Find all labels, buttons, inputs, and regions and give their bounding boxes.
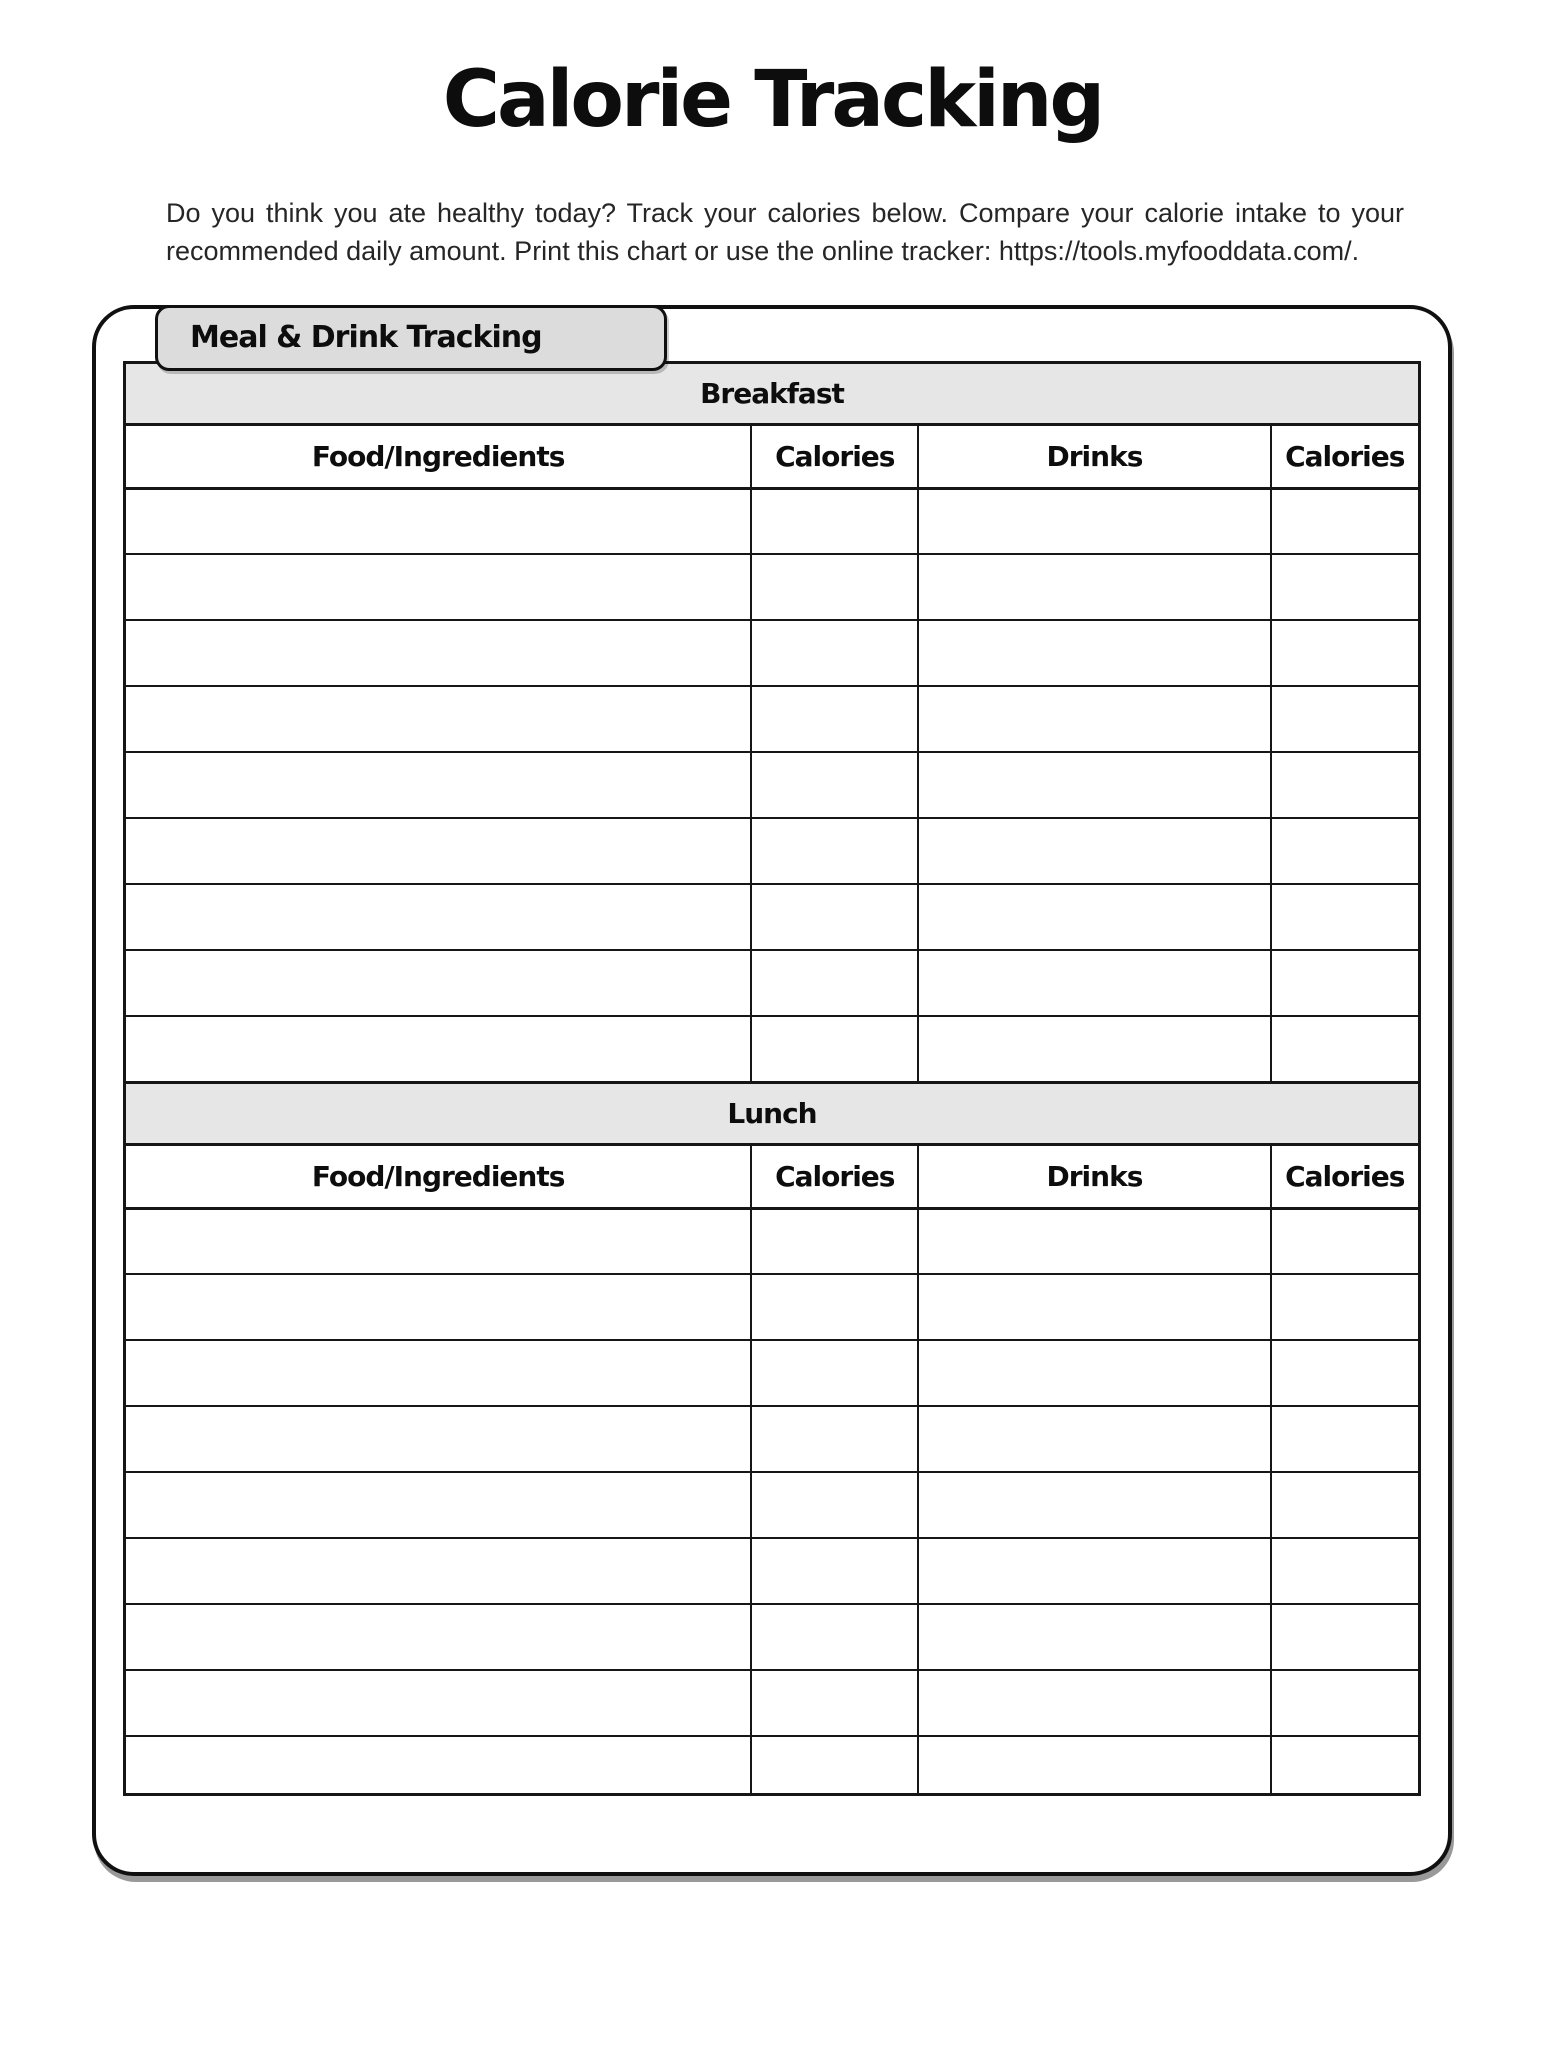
empty-cell[interactable]	[751, 1274, 918, 1340]
column-header-calories: Calories	[1271, 424, 1420, 488]
table-row	[125, 1406, 1420, 1472]
empty-cell[interactable]	[1271, 1472, 1420, 1538]
column-header-drinks: Drinks	[918, 424, 1270, 488]
empty-cell[interactable]	[751, 1538, 918, 1604]
empty-cell[interactable]	[751, 950, 918, 1016]
empty-cell[interactable]	[918, 1340, 1270, 1406]
column-header-calories: Calories	[1271, 1144, 1420, 1208]
empty-cell[interactable]	[751, 818, 918, 884]
column-header-food-ingredients: Food/Ingredients	[125, 424, 752, 488]
empty-cell[interactable]	[751, 1016, 918, 1082]
empty-cell[interactable]	[1271, 1736, 1420, 1794]
empty-cell[interactable]	[125, 686, 752, 752]
empty-cell[interactable]	[918, 1208, 1270, 1274]
empty-cell[interactable]	[918, 488, 1270, 554]
empty-cell[interactable]	[1271, 818, 1420, 884]
tracking-panel	[92, 305, 1452, 1876]
empty-cell[interactable]	[125, 1736, 752, 1794]
empty-cell[interactable]	[125, 1604, 752, 1670]
empty-cell[interactable]	[751, 1472, 918, 1538]
empty-cell[interactable]	[751, 752, 918, 818]
empty-cell[interactable]	[1271, 884, 1420, 950]
empty-cell[interactable]	[918, 752, 1270, 818]
table-row	[125, 686, 1420, 752]
section-band-row	[125, 362, 1420, 424]
empty-cell[interactable]	[918, 818, 1270, 884]
table-row	[125, 554, 1420, 620]
table-row	[125, 1274, 1420, 1340]
empty-cell[interactable]	[918, 686, 1270, 752]
empty-cell[interactable]	[751, 620, 918, 686]
empty-cell[interactable]	[751, 1406, 918, 1472]
empty-cell[interactable]	[918, 1406, 1270, 1472]
empty-cell[interactable]	[125, 884, 752, 950]
column-header-calories: Calories	[751, 1144, 918, 1208]
empty-cell[interactable]	[918, 620, 1270, 686]
empty-cell[interactable]	[751, 884, 918, 950]
empty-cell[interactable]	[918, 1016, 1270, 1082]
meal-drink-tracking-tab	[155, 305, 667, 371]
section-header-lunch: Lunch	[125, 1082, 1420, 1144]
empty-cell[interactable]	[125, 1538, 752, 1604]
table-row	[125, 620, 1420, 686]
empty-cell[interactable]	[751, 1208, 918, 1274]
empty-cell[interactable]	[125, 752, 752, 818]
empty-cell[interactable]	[918, 884, 1270, 950]
empty-cell[interactable]	[1271, 554, 1420, 620]
page-title: Calorie Tracking	[442, 55, 1103, 145]
empty-cell[interactable]	[125, 1274, 752, 1340]
table-row	[125, 818, 1420, 884]
empty-cell[interactable]	[125, 1016, 752, 1082]
empty-cell[interactable]	[125, 818, 752, 884]
column-header-drinks: Drinks	[918, 1144, 1270, 1208]
empty-cell[interactable]	[751, 686, 918, 752]
empty-cell[interactable]	[918, 1472, 1270, 1538]
table-row	[125, 488, 1420, 554]
table-row	[125, 1340, 1420, 1406]
empty-cell[interactable]	[918, 1670, 1270, 1736]
empty-cell[interactable]	[751, 488, 918, 554]
empty-cell[interactable]	[918, 554, 1270, 620]
column-header-food-ingredients: Food/Ingredients	[125, 1144, 752, 1208]
empty-cell[interactable]	[918, 1736, 1270, 1794]
column-header-calories: Calories	[751, 424, 918, 488]
empty-cell[interactable]	[918, 950, 1270, 1016]
meal-table	[123, 361, 1421, 1796]
table-row	[125, 1736, 1420, 1794]
table-row	[125, 884, 1420, 950]
empty-cell[interactable]	[751, 1604, 918, 1670]
column-header-row	[125, 424, 1420, 488]
empty-cell[interactable]	[918, 1604, 1270, 1670]
empty-cell[interactable]	[125, 620, 752, 686]
table-row	[125, 752, 1420, 818]
empty-cell[interactable]	[1271, 1340, 1420, 1406]
empty-cell[interactable]	[125, 1472, 752, 1538]
empty-cell[interactable]	[1271, 620, 1420, 686]
section-band-row	[125, 1082, 1420, 1144]
tab-label: Meal & Drink Tracking	[190, 320, 542, 355]
column-header-row	[125, 1144, 1420, 1208]
table-row	[125, 1604, 1420, 1670]
empty-cell[interactable]	[918, 1538, 1270, 1604]
table-row	[125, 1208, 1420, 1274]
empty-cell[interactable]	[751, 1736, 918, 1794]
empty-cell[interactable]	[1271, 1604, 1420, 1670]
empty-cell[interactable]	[751, 1340, 918, 1406]
table-row	[125, 950, 1420, 1016]
empty-cell[interactable]	[125, 950, 752, 1016]
empty-cell[interactable]	[1271, 1208, 1420, 1274]
empty-cell[interactable]	[918, 1274, 1270, 1340]
empty-cell[interactable]	[1271, 950, 1420, 1016]
table-row	[125, 1670, 1420, 1736]
table-row	[125, 1472, 1420, 1538]
empty-cell[interactable]	[1271, 1538, 1420, 1604]
section-header-breakfast: Breakfast	[125, 362, 1420, 424]
empty-cell[interactable]	[125, 488, 752, 554]
empty-cell[interactable]	[125, 554, 752, 620]
empty-cell[interactable]	[1271, 752, 1420, 818]
table-row	[125, 1016, 1420, 1082]
empty-cell[interactable]	[125, 1208, 752, 1274]
empty-cell[interactable]	[751, 554, 918, 620]
empty-cell[interactable]	[125, 1340, 752, 1406]
empty-cell[interactable]	[1271, 1016, 1420, 1082]
empty-cell[interactable]	[1271, 686, 1420, 752]
empty-cell[interactable]	[125, 1406, 752, 1472]
tracking-panel-wrap	[92, 305, 1458, 1915]
empty-cell[interactable]	[751, 1670, 918, 1736]
table-row	[125, 1538, 1420, 1604]
empty-cell[interactable]	[1271, 488, 1420, 554]
empty-cell[interactable]	[1271, 1670, 1420, 1736]
intro-paragraph: Do you think you ate healthy today? Track your calories below. Compare your calorie intake to your recommended daily amount. Print this chart or use the online tracker: https://tools.myfooddata.com/.	[166, 197, 1404, 266]
empty-cell[interactable]	[1271, 1274, 1420, 1340]
empty-cell[interactable]	[1271, 1406, 1420, 1472]
empty-cell[interactable]	[125, 1670, 752, 1736]
